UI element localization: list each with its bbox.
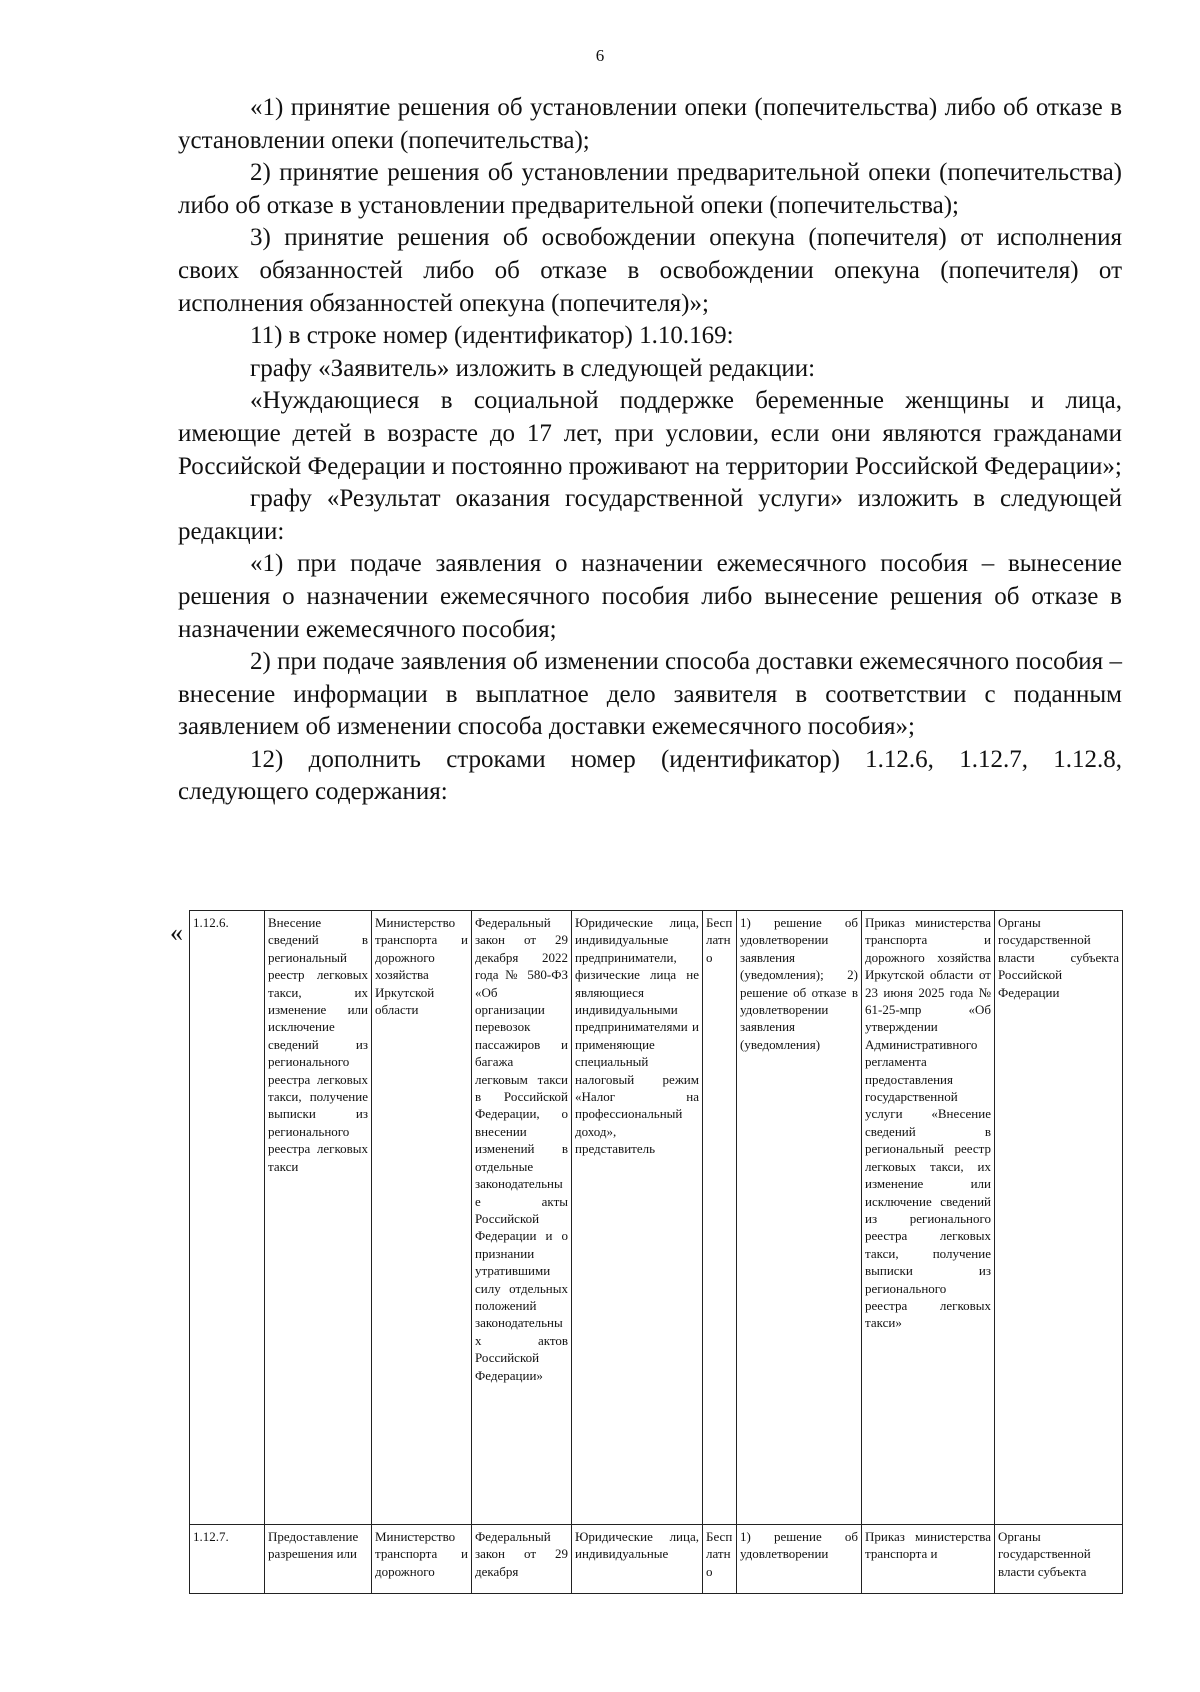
row-id: 1.12.6. xyxy=(190,911,265,1525)
regulation: Приказ министерства транспорта и дорожного хозяйства Иркутской области от 23 июня 2025 года № 61-25-мпр «Об утверждении Административного регламента предоставления государственной услуги «Внесение сведений в региональный реестр легковых такси, их изменение или исключение сведений из регионального реестра легковых такси, получение выписки из регионального реестра легковых такси» xyxy=(862,911,995,1525)
result: 1) решение об удовлетворении xyxy=(737,1525,862,1594)
table-row xyxy=(190,1525,1123,1594)
paragraph: 11) в строке номер (идентификатор) 1.10.169: xyxy=(250,322,734,350)
paragraph: «Нуждающиеся в социальной поддержке беременные женщины и лица, имеющие детей в возрасте до 17 лет, при условии, если они являются гражданами Российской Федерации и постоянно проживают на территории Российской Федерации»; xyxy=(178,387,1122,480)
authority: Министерство транспорта и дорожного xyxy=(372,1525,472,1594)
authority: Министерство транспорта и дорожного хозяйства Иркутской области xyxy=(372,911,472,1525)
row-id: 1.12.7. xyxy=(190,1525,265,1594)
service-name: Предоставление разрешения или xyxy=(265,1525,372,1594)
responsible-bodies: Органы государственной власти субъекта xyxy=(995,1525,1123,1594)
regulation: Приказ министерства транспорта и xyxy=(862,1525,995,1594)
opening-quote-mark: « xyxy=(170,918,183,947)
paragraph: графу «Заявитель» изложить в следующей редакции: xyxy=(250,354,816,382)
service-name: Внесение сведений в региональный реестр легковых такси, их изменение или исключение сведений из регионального реестра легковых такси, получение выписки из регионального реестра легковых такси xyxy=(265,911,372,1525)
fee: Бесплатно xyxy=(703,911,737,1525)
paragraph: графу «Результат оказания государственной услуги» изложить в следующей редакции: xyxy=(178,485,1122,545)
services-table xyxy=(189,910,1122,1594)
paragraph: «1) принятие решения об установлении опеки (попечительства) либо об отказе в установлении опеки (попечительства); xyxy=(178,94,1122,154)
document-body xyxy=(178,92,1122,809)
applicant: Юридические лица, индивидуальные xyxy=(572,1525,703,1594)
paragraph: 12) дополнить строками номер (идентификатор) 1.12.6, 1.12.7, 1.12.8, следующего содержания: xyxy=(178,745,1122,806)
applicant: Юридические лица, индивидуальные предприниматели, физические лица не являющиеся индивидуальными предпринимателями и применяющие специальный налоговый режим «Налог на профессиональный доход», представитель xyxy=(572,911,703,1525)
responsible-bodies: Органы государственной власти субъекта Российской Федерации xyxy=(995,911,1123,1525)
fee: Бесплатно xyxy=(703,1525,737,1594)
paragraph: 2) при подаче заявления об изменении способа доставки ежемесячного пособия – внесение информации в выплатное дело заявителя в соответствии с поданным заявлением об изменении способа доставки ежемесячного пособия»; xyxy=(178,648,1122,741)
paragraph: «1) при подаче заявления о назначении ежемесячного пособия – вынесение решения о назначении ежемесячного пособия либо вынесение решения об отказе в назначении ежемесячного пособия; xyxy=(178,550,1122,643)
result: 1) решение об удовлетворении заявления (уведомления); 2) решение об отказе в удовлетворении заявления (уведомления) xyxy=(737,911,862,1525)
table-row xyxy=(190,911,1123,1525)
legal-basis: Федеральный закон от 29 декабря xyxy=(472,1525,572,1594)
page-number: 6 xyxy=(595,46,605,65)
paragraph: 2) принятие решения об установлении предварительной опеки (попечительства) либо об отказе в установлении предварительной опеки (попечительства); xyxy=(178,159,1122,219)
paragraph: 3) принятие решения об освобождении опекуна (попечителя) от исполнения своих обязанностей либо об отказе в освобождении опекуна (попечителя) от исполнения обязанностей опекуна (попечителя)»; xyxy=(178,224,1122,317)
legal-basis: Федеральный закон от 29 декабря 2022 года № 580-ФЗ «Об организации перевозок пассажиров и багажа легковым такси в Российской Федерации, о внесении изменений в отдельные законодательные акты Российской Федерации и о признании утратившими силу отдельных положений законодательных актов Российской Федерации» xyxy=(472,911,572,1525)
